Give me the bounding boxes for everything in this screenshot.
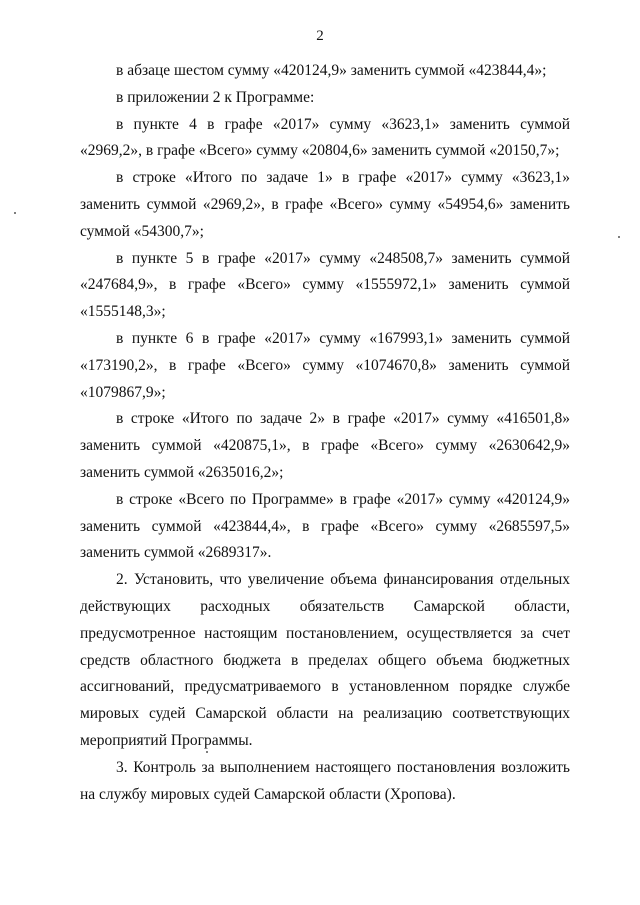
paragraph-7: в строке «Итого по задаче 2» в графе «2017» сумму «416501,8» заменить суммой «420875,1», в графе «Всего» сумму «2630642,9» заменить суммой «2635016,2»; xyxy=(80,410,570,481)
paragraph-5: в пункте 5 в графе «2017» сумму «248508,7» заменить суммой «247684,9», в графе «Всего» сумму «1555972,1» заменить суммой «1555148,3»; xyxy=(80,249,570,321)
paragraph-1: в абзаце шестом сумму «420124,9» заменить суммой «423844,4»; xyxy=(116,62,547,79)
scan-speck xyxy=(14,212,16,214)
paragraph-8: в строке «Всего по Программе» в графе «2017» сумму «420124,9» заменить суммой «423844,4», в графе «Всего» сумму «2685597,5» заменить суммой «2689317». xyxy=(80,490,570,562)
paragraph-9: 2. Установить, что увеличение объема финансирования отдельных действующих расходных обязательств Самарской области, предусмотренное настоящим постановлением, осуществляется за счет средств областного бюджета в пределах общего объема бюджетных ассигнований, предусматриваемого в установленном порядке службе мировых судей Самарской области на реализацию соответствующих мероприятий Программы. xyxy=(80,571,570,749)
scan-speck xyxy=(618,236,620,238)
document-body xyxy=(80,58,570,808)
paragraph-4: в строке «Итого по задаче 1» в графе «2017» сумму «3623,1» заменить суммой «2969,2», в графе «Всего» сумму «54954,6» заменить суммой «54300,7»; xyxy=(80,169,570,240)
paragraph-10: 3. Контроль за выполнением настоящего постановления возложить на службу мировых судей Самарской области (Хропова). xyxy=(80,758,570,803)
page-number: 2 xyxy=(316,28,324,44)
scan-speck xyxy=(206,751,208,753)
paragraph-2: в приложении 2 к Программе: xyxy=(116,88,315,106)
paragraph-3: в пункте 4 в графе «2017» сумму «3623,1» заменить суммой «2969,2», в графе «Всего» сумму «20804,6» заменить суммой «20150,7»; xyxy=(80,115,570,160)
paragraph-6: в пункте 6 в графе «2017» сумму «167993,1» заменить суммой «173190,2», в графе «Всего» сумму «1074670,8» заменить суммой «1079867,9»; xyxy=(80,329,570,401)
